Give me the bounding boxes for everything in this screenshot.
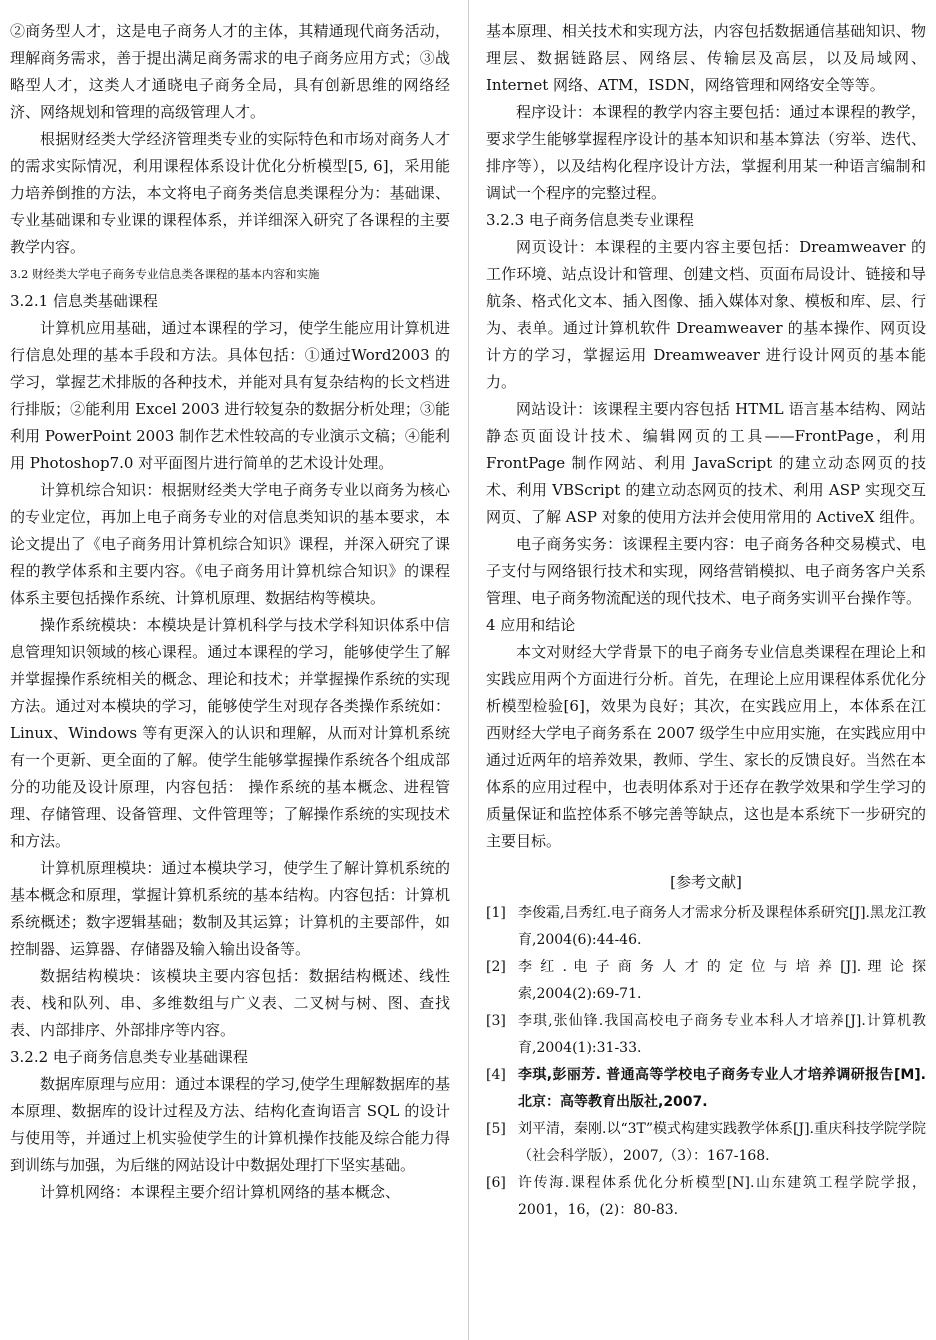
- reference-number: [1]: [486, 905, 506, 921]
- paragraph: 本文对财经大学背景下的电子商务专业信息类课程在理论上和实践应用两个方面进行分析。首先，在理论上应用课程体系优化分析模型检验[6]，效果为良好；其次，在实践应用上，本体系在江西财经大学电子商务系在 2007 级学生中应用实施，在实践应用中通过近两年的培养效果，教师、学生、家长的反馈良好。当然在本体系的应用过程中，也表明体系对于还存在教学效果和学生学习的质量保证和监控体系不够完善等缺点，这也是本系统下一步研究的主要目标。: [486, 643, 926, 850]
- references-list: [486, 900, 926, 1224]
- paragraph: 数据库原理与应用：通过本课程的学习,使学生理解数据库的基本原理、数据库的设计过程及方法、结构化查询语言 SQL 的设计与使用等，并通过上机实验使学生的计算机操作技能及综合能力得到训练与加强，为后继的网站设计中数据处理打下坚实基础。: [10, 1075, 450, 1174]
- reference-item: [486, 1008, 926, 1062]
- section-heading: 3.2.1 信息类基础课程: [10, 292, 158, 310]
- reference-text: 许传海.课程体系优化分析模型[N].山东建筑工程学院学报，2001，16，(2)：80-83.: [518, 1175, 926, 1218]
- reference-item: [486, 1170, 926, 1224]
- paragraph: 根据财经类大学经济管理类专业的实际特色和市场对商务人才的需求实际情况，利用课程体系设计优化分析模型[5, 6]，采用能力培养倒推的方法，本文将电子商务类信息类课程分为：基础课、专业基础课和专业课的课程体系，并详细深入研究了各课程的主要教学内容。: [10, 130, 450, 256]
- paragraph: 网站设计：该课程主要内容包括 HTML 语言基本结构、网站静态页面设计技术、编辑网页的工具——FrontPage，利用 FrontPage 制作网站、利用 JavaScript 的建立动态网页的技术、利用 VBScript 的建立动态网页的技术、利用 ASP 实现交互网页、了解 ASP 对象的使用方法并会使用常用的 ActiveX 组件。: [486, 400, 926, 526]
- paragraph: 网页设计：本课程的主要内容主要包括：Dreamweaver 的工作环境、站点设计和管理、创建文档、页面布局设计、链接和导航条、格式化文本、插入图像、插入媒体对象、模板和库、层、行为、表单。通过计算机软件 Dreamweaver 的基本操作、网页设计方的学习，掌握运用 Dreamweaver 进行设计网页的基本能力。: [486, 238, 926, 391]
- reference-item: [486, 1116, 926, 1170]
- reference-number: [5]: [486, 1121, 506, 1137]
- paragraph: 程序设计：本课程的教学内容主要包括：通过本课程的教学，要求学生能够掌握程序设计的基本知识和基本算法（穷举、迭代、排序等），以及结构化程序设计方法，掌握利用某一种语言编制和调试一个程序的完整过程。: [486, 103, 926, 202]
- reference-text: 李俊霜,吕秀红.电子商务人才需求分析及课程体系研究[J].黑龙江教育,2004(6):44-46.: [518, 905, 926, 948]
- section-heading: 3.2 财经类大学电子商务专业信息类各课程的基本内容和实施: [10, 267, 320, 281]
- section-heading: 3.2.3 电子商务信息类专业课程: [486, 211, 694, 229]
- paragraph: 计算机应用基础，通过本课程的学习，使学生能应用计算机进行信息处理的基本手段和方法。具体包括：①通过Word2003 的学习，掌握艺术排版的各种技术，并能对具有复杂结构的长文档进行排版；②能利用 Excel 2003 进行较复杂的数据分析处理；③能利用 PowerPoint 2003 制作艺术性较高的专业演示文稿；④能利用 Photoshop7.0 对平面图片进行简单的艺术设计处理。: [10, 319, 450, 472]
- paragraph: 计算机网络：本课程主要介绍计算机网络的基本概念、: [40, 1183, 401, 1201]
- paragraph: 数据结构模块：该模块主要内容包括：数据结构概述、线性表、栈和队列、串、多维数组与广义表、二叉树与树、图、查找表、内部排序、外部排序等内容。: [10, 967, 450, 1039]
- paragraph: 操作系统模块：本模块是计算机科学与技术学科知识体系中信息管理知识领域的核心课程。通过本课程的学习，能够使学生了解并掌握操作系统相关的概念、理论和技术；并掌握操作系统的实现方法。通过对本模块的学习，能够使学生对现存各类操作系统如：Linux、Windows 等有更深入的认识和理解，从而对计算机系统有一个更新、更全面的了解。使学生能够掌握操作系统各个组成部分的功能及设计原理，内容包括： 操作系统的基本概念、进程管理、存储管理、设备管理、文件管理等；了解操作系统的实现技术和方法。: [10, 616, 450, 850]
- section-heading: 3.2.2 电子商务信息类专业基础课程: [10, 1048, 248, 1066]
- paragraph: 基本原理、相关技术和实现方法，内容包括数据通信基础知识、物理层、数据链路层、网络层、传输层及高层，以及局域网、Internet 网络、ATM，ISDN，网络管理和网络安全等等。: [486, 22, 926, 94]
- reference-text: 李琪,张仙锋.我国高校电子商务专业本科人才培养[J].计算机教育,2004(1):31-33.: [518, 1013, 926, 1056]
- reference-number: [4]: [486, 1067, 506, 1083]
- references-title: [参考文献]: [670, 873, 742, 891]
- reference-item: [486, 954, 926, 1008]
- paragraph: 电子商务实务：该课程主要内容：电子商务各种交易模式、电子支付与网络银行技术和实现，网络营销模拟、电子商务客户关系管理、电子商务物流配送的现代技术、电子商务实训平台操作等。: [486, 535, 926, 607]
- paragraph: ②商务型人才，这是电子商务人才的主体，其精通现代商务活动，理解商务需求，善于提出满足商务需求的电子商务应用方式；③战略型人才，这类人才通晓电子商务全局，具有创新思维的网络经济、网络规划和管理的高级管理人才。: [10, 22, 450, 121]
- paragraph: 计算机原理模块：通过本模块学习，使学生了解计算机系统的基本概念和原理，掌握计算机系统的基本结构。内容包括：计算机系统概述；数字逻辑基础；数制及其运算；计算机的主要部件，如控制器、运算器、存储器及输入输出设备等。: [10, 859, 450, 958]
- section-heading: 4 应用和结论: [486, 616, 576, 634]
- reference-number: [6]: [486, 1175, 506, 1191]
- reference-text: 李 红 . 电 子 商 务 人 才 的 定 位 与 培 养 [J]. 理 论 探 索,2004(2):69-71.: [518, 959, 926, 1002]
- left-column: [10, 18, 450, 1206]
- reference-text: 刘平清，秦刚.以“3T”模式构建实践教学体系[J].重庆科技学院学院（社会科学版），2007,（3）：167-168.: [518, 1121, 926, 1164]
- reference-item: [486, 1062, 926, 1116]
- right-column: [486, 18, 926, 1224]
- reference-text: 李琪,彭丽芳. 普通高等学校电子商务专业人才培养调研报告[M].北京：高等教育出版社,2007.: [518, 1067, 926, 1110]
- paragraph: 计算机综合知识：根据财经类大学电子商务专业以商务为核心的专业定位，再加上电子商务专业的对信息类知识的基本要求，本论文提出了《电子商务用计算机综合知识》课程，并深入研究了课程的教学体系和主要内容。《电子商务用计算机综合知识》的课程体系主要包括操作系统、计算机原理、数据结构等模块。: [10, 481, 450, 607]
- column-divider: [468, 0, 469, 1340]
- reference-number: [2]: [486, 959, 506, 975]
- reference-item: [486, 900, 926, 954]
- reference-number: [3]: [486, 1013, 506, 1029]
